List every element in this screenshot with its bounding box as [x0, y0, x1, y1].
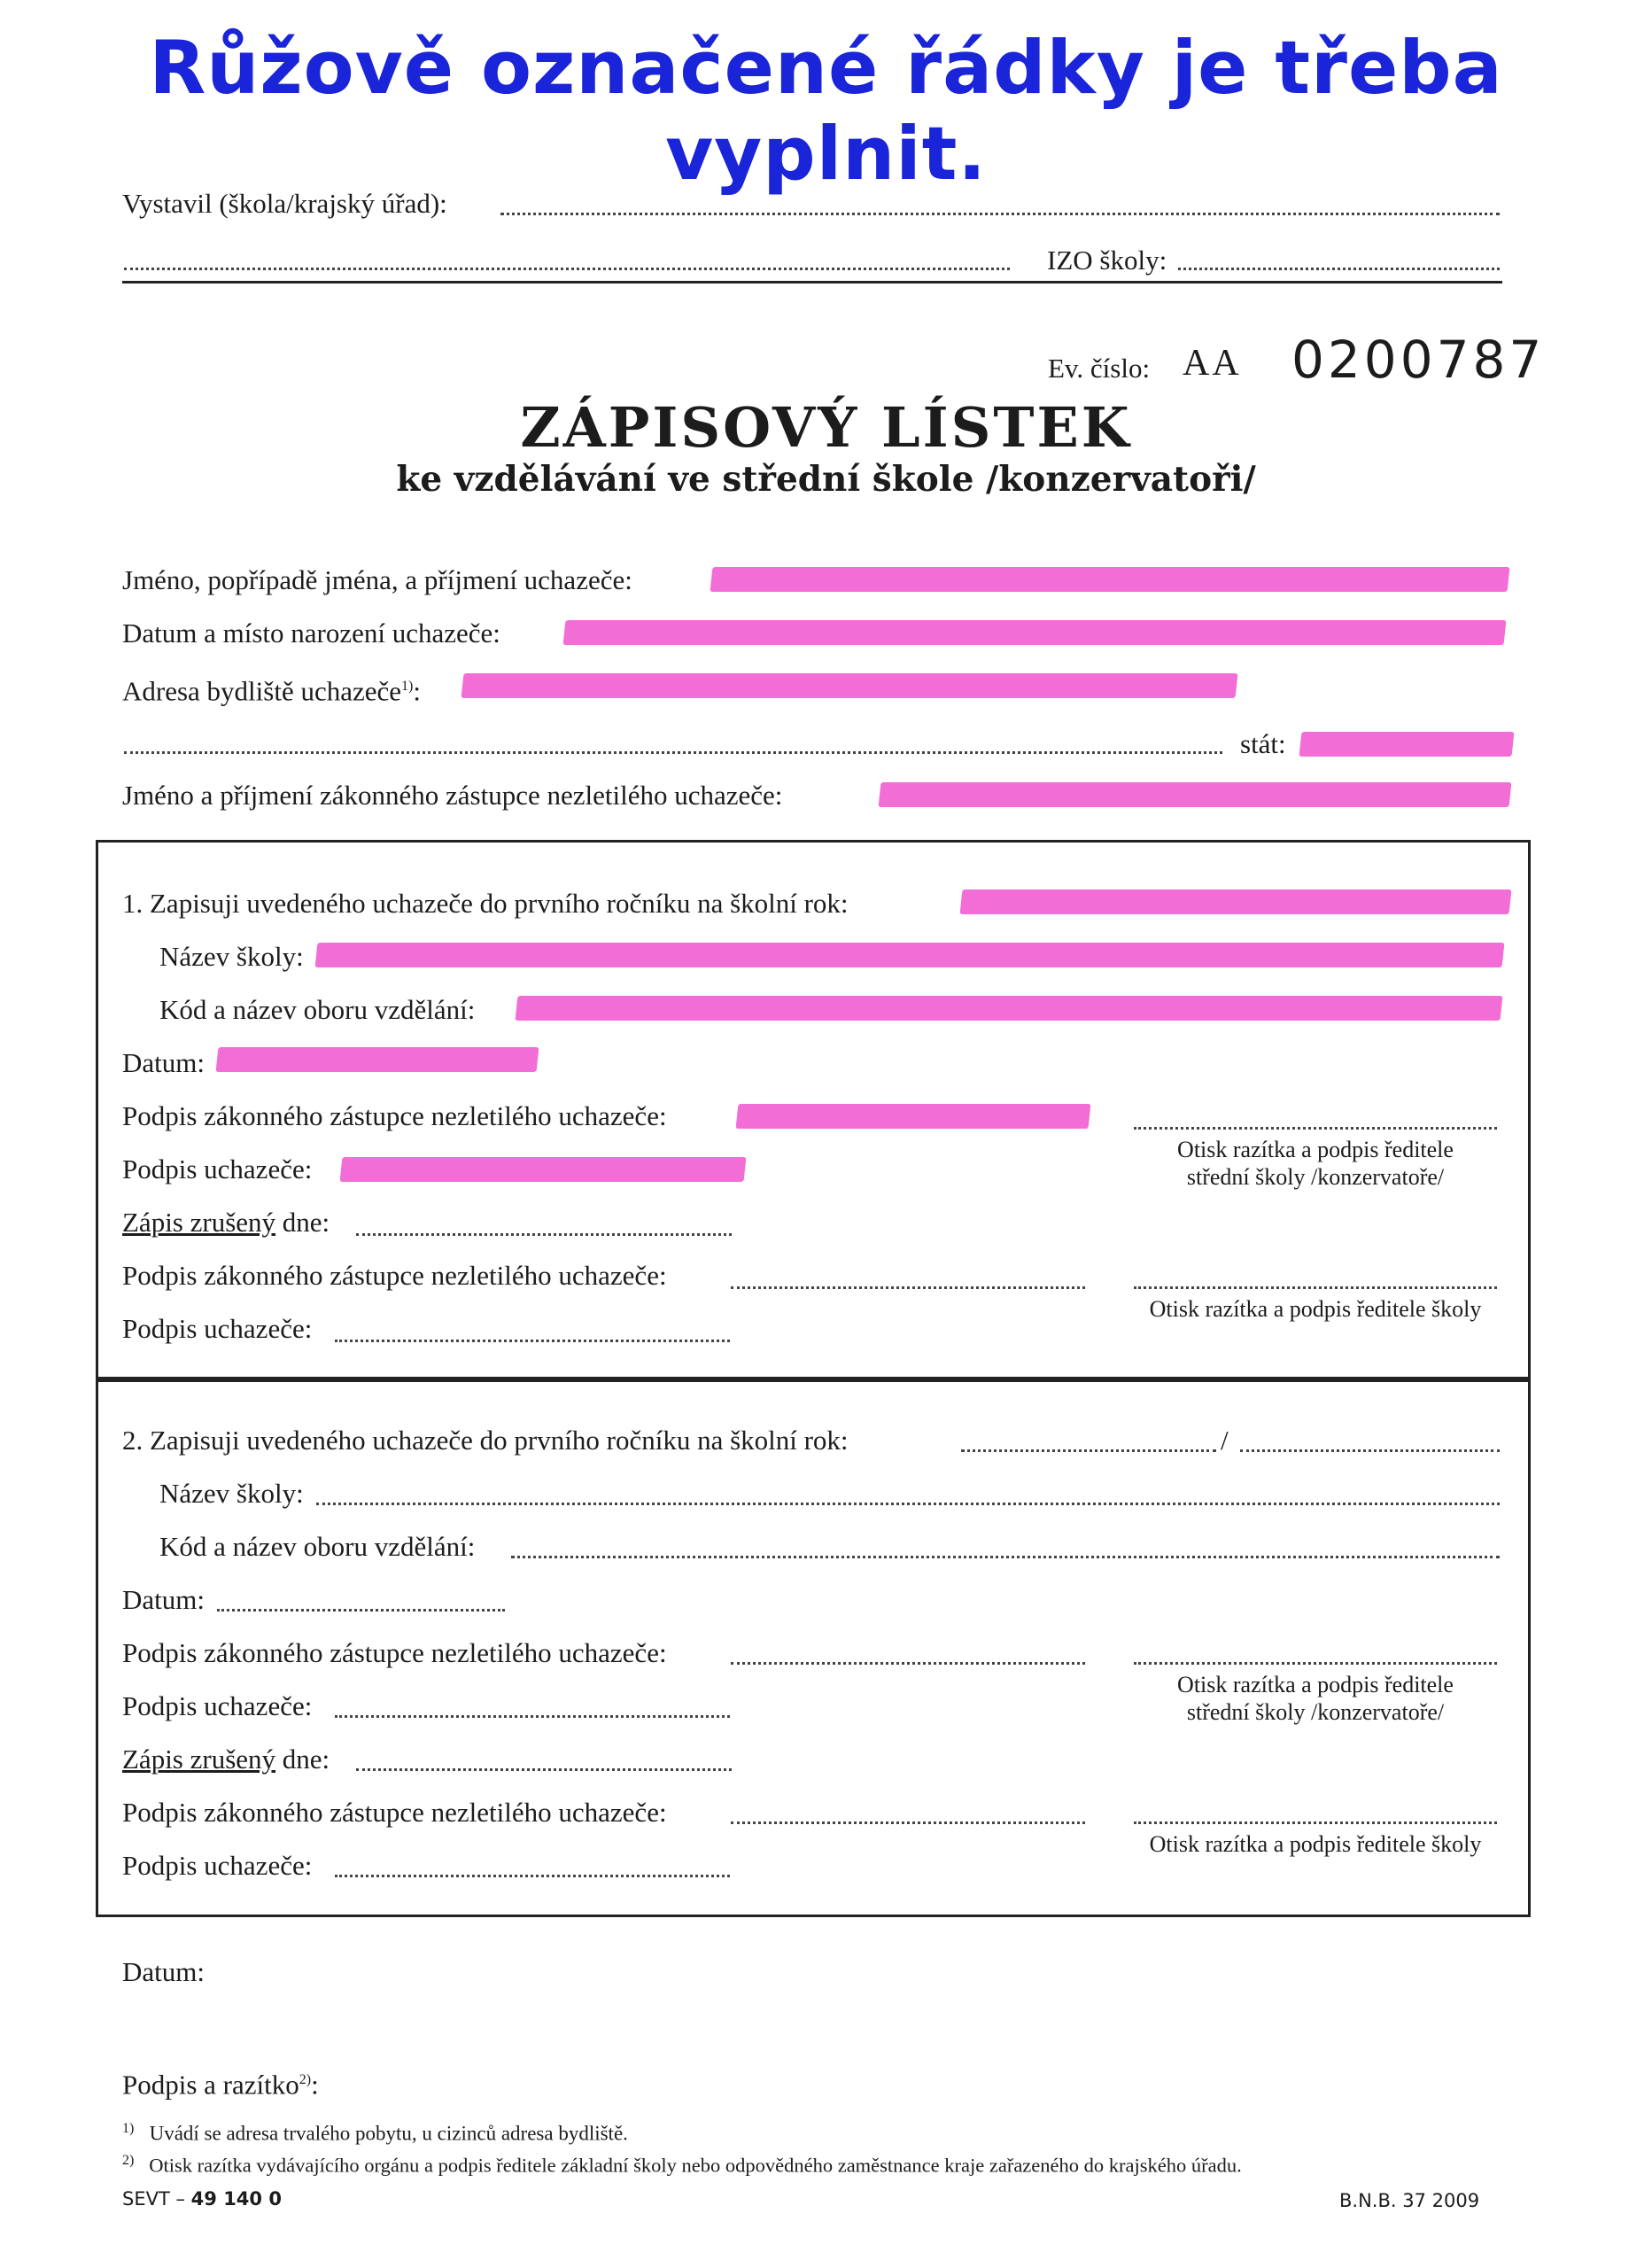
ev-number: 0200787 — [1291, 330, 1546, 390]
page-title: ZÁPISOVÝ LÍSTEK — [520, 395, 1132, 460]
issuer-field[interactable] — [500, 213, 1500, 215]
s2-cancel-date-field[interactable] — [356, 1768, 732, 1771]
guardian-name-field[interactable] — [879, 782, 1512, 807]
s1-applicant-sign-field[interactable] — [340, 1157, 747, 1182]
s2-applicant-sign-field[interactable] — [335, 1715, 730, 1718]
footer-sign-label: Podpis a razítko$^{2)}$: — [122, 2069, 319, 2101]
s1-cancel-label: Zápis zrušený dne: — [122, 1207, 330, 1238]
s2-guardian-sign2-label: Podpis zákonného zástupce nezletilého uchazeče: — [122, 1797, 667, 1828]
page-subtitle: ke vzdělávání ve střední škole /konzervatoři/ — [396, 459, 1256, 500]
s2-applicant-sign2-label: Podpis uchazeče: — [122, 1850, 313, 1881]
s2-applicant-sign-label: Podpis uchazeče: — [122, 1690, 313, 1721]
address-field[interactable] — [461, 673, 1238, 698]
s1-cancel-date-field[interactable] — [356, 1233, 732, 1236]
s1-field-label: Kód a název oboru vzdělání: — [159, 994, 476, 1025]
s1-stamp-line[interactable] — [1134, 1127, 1497, 1130]
s2-date-field[interactable] — [217, 1609, 505, 1612]
s2-school-label: Název školy: — [159, 1478, 304, 1509]
address-label: Adresa bydliště uchazeče$^{1)}$: — [122, 675, 421, 707]
s1-school-label: Název školy: — [159, 941, 304, 972]
s1-guardian-sign-field[interactable] — [736, 1104, 1091, 1129]
s1-date-field[interactable] — [216, 1047, 539, 1072]
s1-school-year-field[interactable] — [960, 889, 1512, 914]
s1-stamp2-line[interactable] — [1134, 1286, 1497, 1289]
ev-label: Ev. číslo: — [1048, 353, 1151, 384]
guardian-name-label: Jméno a příjmení zákonného zástupce nezletilého uchazeče: — [122, 780, 783, 811]
state-field[interactable] — [1299, 732, 1515, 757]
s1-applicant-sign2-field[interactable] — [335, 1340, 730, 1342]
footnote-2: $^{2)}$ Otisk razítka vydávajícího orgánu a podpis ředitele základní školy nebo odpovědného zaměstnance kraje zařazeného do krajského úřadu. — [122, 2153, 1242, 2177]
s2-stamp2-label: Otisk razítka a podpis ředitele školy — [1149, 1831, 1482, 1857]
issuer-field-line2[interactable] — [124, 268, 1010, 270]
state-label: stát: — [1240, 728, 1286, 759]
birth-field[interactable] — [563, 620, 1507, 645]
s2-year-slash: / — [1221, 1425, 1229, 1456]
s1-stamp2-label: Otisk razítka a podpis ředitele školy — [1149, 1296, 1482, 1322]
s2-cancel-label: Zápis zrušený dne: — [122, 1744, 330, 1775]
izo-field[interactable] — [1178, 268, 1500, 270]
s1-date-label: Datum: — [122, 1047, 205, 1078]
s2-field-of-study-field[interactable] — [511, 1556, 1500, 1558]
print-code: B.N.B. 37 2009 — [1339, 2190, 1480, 2211]
s1-school-field[interactable] — [315, 943, 1505, 967]
name-label: Jméno, popřípadě jména, a příjmení uchazeče: — [122, 564, 632, 595]
footer-date-label: Datum: — [122, 1956, 205, 1987]
s2-stamp-line[interactable] — [1134, 1662, 1497, 1665]
s2-school-year-start-field[interactable] — [961, 1449, 1216, 1452]
s2-field-label: Kód a název oboru vzdělání: — [159, 1531, 476, 1562]
s1-guardian-sign-label: Podpis zákonného zástupce nezletilého uchazeče: — [122, 1100, 667, 1131]
s2-stamp-label: Otisk razítka a podpis ředitele střední školy /konzervatoře/ — [1177, 1672, 1454, 1725]
address-field-line2[interactable] — [124, 751, 1222, 754]
s2-school-field[interactable] — [316, 1503, 1500, 1505]
s1-enroll-label: 1. Zapisuji uvedeného uchazeče do prvního ročníku na školní rok: — [122, 888, 849, 919]
s2-guardian-sign-field[interactable] — [731, 1662, 1085, 1665]
s2-enroll-label: 2. Zapisuji uvedeného uchazeče do prvního ročníku na školní rok: — [122, 1425, 849, 1456]
s2-guardian-sign2-field[interactable] — [731, 1821, 1085, 1824]
s1-guardian-sign2-field[interactable] — [731, 1286, 1085, 1289]
s1-stamp-label: Otisk razítka a podpis ředitele střední školy /konzervatoře/ — [1177, 1137, 1454, 1190]
name-field[interactable] — [710, 567, 1510, 592]
izo-label: IZO školy: — [1047, 245, 1167, 276]
s2-applicant-sign2-field[interactable] — [335, 1875, 730, 1877]
footnote-1: $^{1)}$ Uvádí se adresa trvalého pobytu, u cizinců adresa bydliště. — [122, 2121, 628, 2145]
s2-guardian-sign-label: Podpis zákonného zástupce nezletilého uchazeče: — [122, 1637, 667, 1668]
s1-guardian-sign2-label: Podpis zákonného zástupce nezletilého uchazeče: — [122, 1260, 667, 1291]
ev-series: AA — [1183, 343, 1242, 384]
s2-stamp2-line[interactable] — [1134, 1821, 1497, 1824]
issuer-label: Vystavil (škola/krajský úřad): — [122, 188, 447, 219]
s2-school-year-end-field[interactable] — [1240, 1449, 1500, 1452]
s2-date-label: Datum: — [122, 1584, 205, 1615]
instruction-banner: Růžově označené řádky je třeba vyplnit. — [149, 25, 1503, 197]
form-code: SEVT – 49 140 0 — [122, 2188, 282, 2210]
header-divider — [122, 281, 1502, 284]
s1-applicant-sign2-label: Podpis uchazeče: — [122, 1313, 313, 1344]
s1-field-of-study-field[interactable] — [516, 996, 1503, 1021]
s1-applicant-sign-label: Podpis uchazeče: — [122, 1153, 313, 1184]
birth-label: Datum a místo narození uchazeče: — [122, 617, 500, 649]
